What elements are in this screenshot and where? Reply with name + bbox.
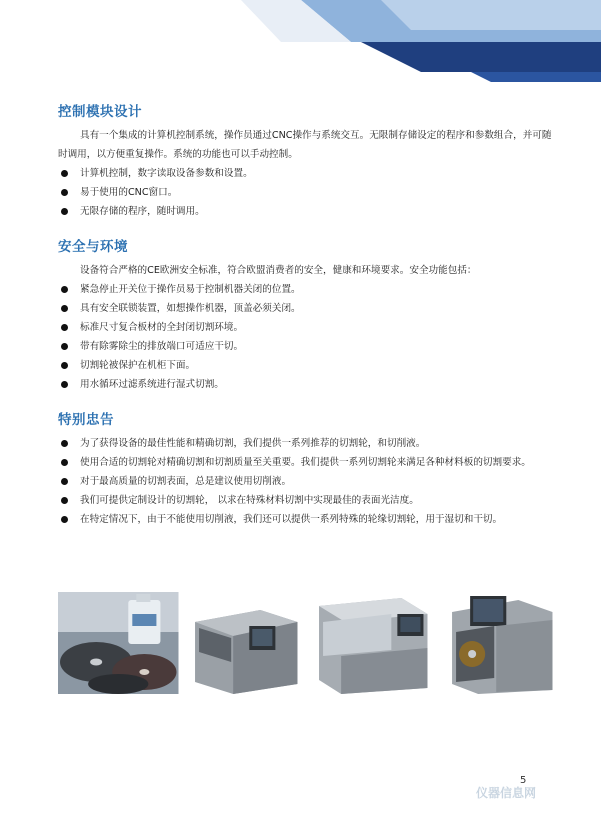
bullet-item: 我们可提供定制设计的切割轮， 以求在特殊材料切割中实现最佳的表面光洁度。	[58, 491, 558, 510]
bullet-item: 计算机控制，数字读取设备参数和设置。	[58, 164, 558, 183]
page-number: 5	[520, 775, 527, 786]
section-advice	[58, 408, 558, 529]
bullet-item: 切割轮被保护在机柜下面。	[58, 356, 558, 375]
bullet-list	[58, 164, 558, 221]
section-title: 控制模块设计	[58, 104, 142, 120]
bullet-item: 具有安全联锁装置，如想操作机器，顶盖必须关闭。	[58, 299, 558, 318]
bullet-item: 紧急停止开关位于操作员易于控制机器关闭的位置。	[58, 280, 558, 299]
bullet-list	[58, 434, 558, 529]
bullet-item: 对于最高质量的切割表面，总是建议使用切削液。	[58, 472, 558, 491]
bullet-item: 带有除雾除尘的排放端口可适应干切。	[58, 337, 558, 356]
bullet-item: 为了获得设备的最佳性能和精确切割，我们提供一系列推荐的切割轮，和切削液。	[58, 434, 558, 453]
section-title: 特别忠告	[58, 412, 114, 428]
section-title: 安全与环境	[58, 239, 128, 255]
main-content	[58, 100, 558, 543]
header-banner	[241, 0, 601, 82]
section-safety	[58, 235, 558, 394]
bullet-item: 用水循环过滤系统进行湿式切割。	[58, 375, 558, 394]
cutting-machine-photo-1	[185, 592, 306, 694]
bullet-list	[58, 280, 558, 394]
section-intro: 设备符合严格的CE欧洲安全标准，符合欧盟消费者的安全，健康和环境要求。安全功能包括：	[80, 265, 477, 276]
product-photos	[58, 592, 558, 694]
bullet-item: 在特定情况下，由于不能使用切削液，我们还可以提供一系列特殊的轮缘切割轮，用于湿切和干切。	[58, 510, 558, 529]
cutting-machine-photo-2	[311, 592, 432, 694]
bullet-item: 使用合适的切割轮对精确切割和切割质量至关重要。我们提供一系列切割轮来满足各种材料板的切割要求。	[58, 453, 558, 472]
bullet-item: 无限存储的程序，随时调用。	[58, 202, 558, 221]
cutting-machine-photo-3	[438, 592, 559, 694]
watermark-logo: 仪器信息网	[476, 786, 537, 800]
cutting-wheels-photo	[58, 592, 179, 694]
bullet-item: 标准尺寸复合板材的全封闭切割环境。	[58, 318, 558, 337]
bullet-item: 易于使用的CNC窗口。	[58, 183, 558, 202]
section-control	[58, 100, 558, 221]
section-intro: 具有一个集成的计算机控制系统，操作员通过CNC操作与系统交互。无限制存储设定的程序和参数组合，并可随时调用，以方便重复操作。系统的功能也可以手动控制。	[58, 130, 552, 160]
